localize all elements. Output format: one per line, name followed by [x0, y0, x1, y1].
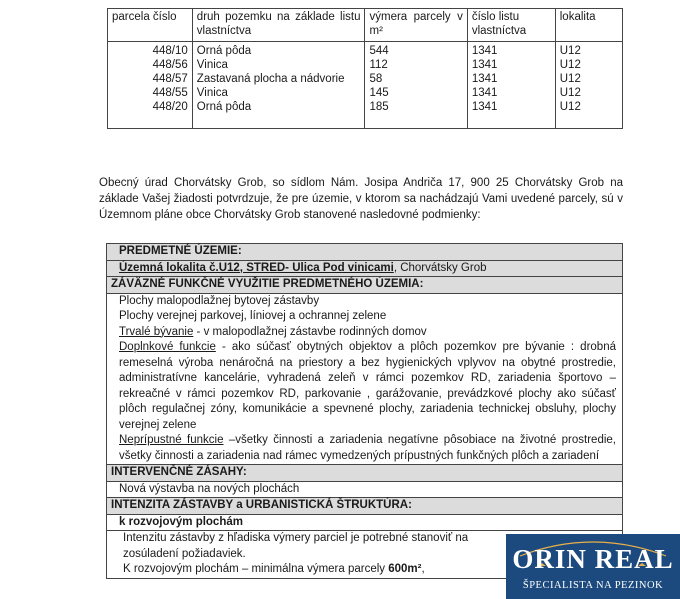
subject-area-heading: PREDMETNÉ ÚZEMIE: [107, 244, 622, 261]
ownership-sheet: 1341 [467, 100, 555, 129]
land-type: Vinica [192, 58, 365, 72]
land-type: Orná pôda [192, 100, 365, 129]
table-row [108, 100, 623, 129]
area: 544 [365, 42, 467, 59]
parcel-number: 448/57 [108, 72, 193, 86]
min-area-end: , [421, 563, 425, 575]
min-area-text: K rozvojovým plochám – minimálna výmera parcely [123, 563, 389, 575]
intervention-heading: INTERVENČNÉ ZÁSAHY: [107, 465, 622, 482]
binding-use-heading: ZÁVÄZNÉ FUNKČNÉ VYUŽITIE PREDMETNÉHO ÚZEMIA: [107, 277, 622, 294]
table-row [108, 42, 623, 59]
locality: U12 [555, 72, 622, 86]
min-area-value: 600m² [388, 563, 422, 575]
parcel-number: 448/10 [108, 42, 193, 59]
supplementary-functions-text: - ako súčasť obytných objektov a plôch pozemkov pre bývanie : drobná remeselná výroba nenáročná na priestory a bez hygienických vplyvov na obytné prostredie, administratívne kancelárie, vyhradená zeleň v rámci pozemkov RD, zariadenia športovo – rekreačné v rámci pozemkov RD, parkovanie , garážovanie, prevádzkové plochy ako súčasť plôch regulačnej zóny, komunikácie a spevnené plochy, zariadenia technickej obsluhy, plochy verejnej zelene [119, 341, 616, 431]
orin-real-logo [506, 534, 680, 599]
use-item: Plochy verejnej parkovej, líniovej a ochrannej zelene [119, 310, 387, 322]
supplementary-functions-label: Doplnkové funkcie [119, 341, 216, 353]
intervention-text: Nová výstavba na nových plochách [107, 482, 622, 499]
header-parcel-number: parcela číslo [108, 9, 193, 42]
header-land-type: druh pozemku na základe listu vlastníctva [192, 9, 365, 42]
permanent-housing-text: - v malopodlažnej zástavbe rodinných domov [193, 325, 427, 338]
parcel-number: 448/20 [108, 100, 193, 129]
area: 185 [365, 100, 467, 129]
ownership-sheet: 1341 [467, 58, 555, 72]
locality-suffix: , Chorvátsky Grob [393, 261, 487, 274]
locality-name: Územná lokalita č.U12, STRED- Ulica Pod vinicami [119, 261, 394, 274]
forbidden-functions-text: –všetky činnosti a zariadenia negatívne pôsobiace na životné prostredie, všetky činnosti a zariadenia nad rámec vymedzených prípustných funkčných plôch a zariadení [119, 434, 616, 462]
permanent-housing [107, 325, 622, 341]
permanent-housing-label: Trvalé bývanie [119, 325, 194, 338]
locality: U12 [555, 42, 622, 59]
area: 145 [365, 86, 467, 100]
table-row [108, 58, 623, 72]
land-type: Vinica [192, 86, 365, 100]
use-item: Plochy malopodlažnej bytovej zástavby [119, 294, 320, 307]
parcel-table-header [108, 9, 623, 42]
table-row [108, 72, 623, 86]
binding-use-section [107, 294, 622, 466]
parcel-table [107, 8, 623, 129]
intensity-heading: INTENZITA ZÁSTAVBY a URBANISTICKÁ ŠTRUKTÚRA: [107, 498, 622, 515]
header-ownership-sheet: číslo listu vlastníctva [467, 9, 555, 42]
locality: U12 [555, 58, 622, 72]
header-area: výmera parcely v m² [365, 9, 467, 42]
ownership-sheet: 1341 [467, 86, 555, 100]
logo-name: ORIN REAL [512, 544, 674, 574]
intro-paragraph: Obecný úrad Chorvátsky Grob, so sídlom Nám. Josipa Andriča 17, 900 25 Chorvátsky Grob na základe Vašej žiadosti potvrdzuje, že pre územie, v ktorom sa nachádzajú Vami uvedené parcely, sú v Územnom pláne obce Chorvátsky Grob stanovené nasledovné podmienky: [99, 177, 623, 221]
ownership-sheet: 1341 [467, 72, 555, 86]
area: 112 [365, 58, 467, 72]
ownership-sheet: 1341 [467, 42, 555, 59]
header-locality: lokalita [555, 9, 622, 42]
land-type: Orná pôda [192, 42, 365, 59]
locality: U12 [555, 100, 622, 129]
supplementary-functions [107, 340, 622, 433]
intensity-text: Intenzitu zástavby z hľadiska výmery parciel je potrebné stanoviť na [123, 532, 469, 544]
parcel-number: 448/56 [108, 58, 193, 72]
intensity-text-cont: zosúladení požiadaviek. [123, 547, 246, 560]
conditions-table [106, 243, 623, 579]
locality-row [107, 261, 622, 278]
area: 58 [365, 72, 467, 86]
forbidden-functions [107, 433, 622, 464]
land-type: Zastavaná plocha a nádvorie [192, 72, 365, 86]
logo-tagline: ŠPECIALISTA NA PEZINOK [522, 580, 664, 591]
table-row [108, 86, 623, 100]
forbidden-functions-label: Neprípustné funkcie [119, 434, 224, 446]
development-subtitle: k rozvojovým plochám [119, 515, 243, 528]
parcel-number: 448/55 [108, 86, 193, 100]
locality: U12 [555, 86, 622, 100]
